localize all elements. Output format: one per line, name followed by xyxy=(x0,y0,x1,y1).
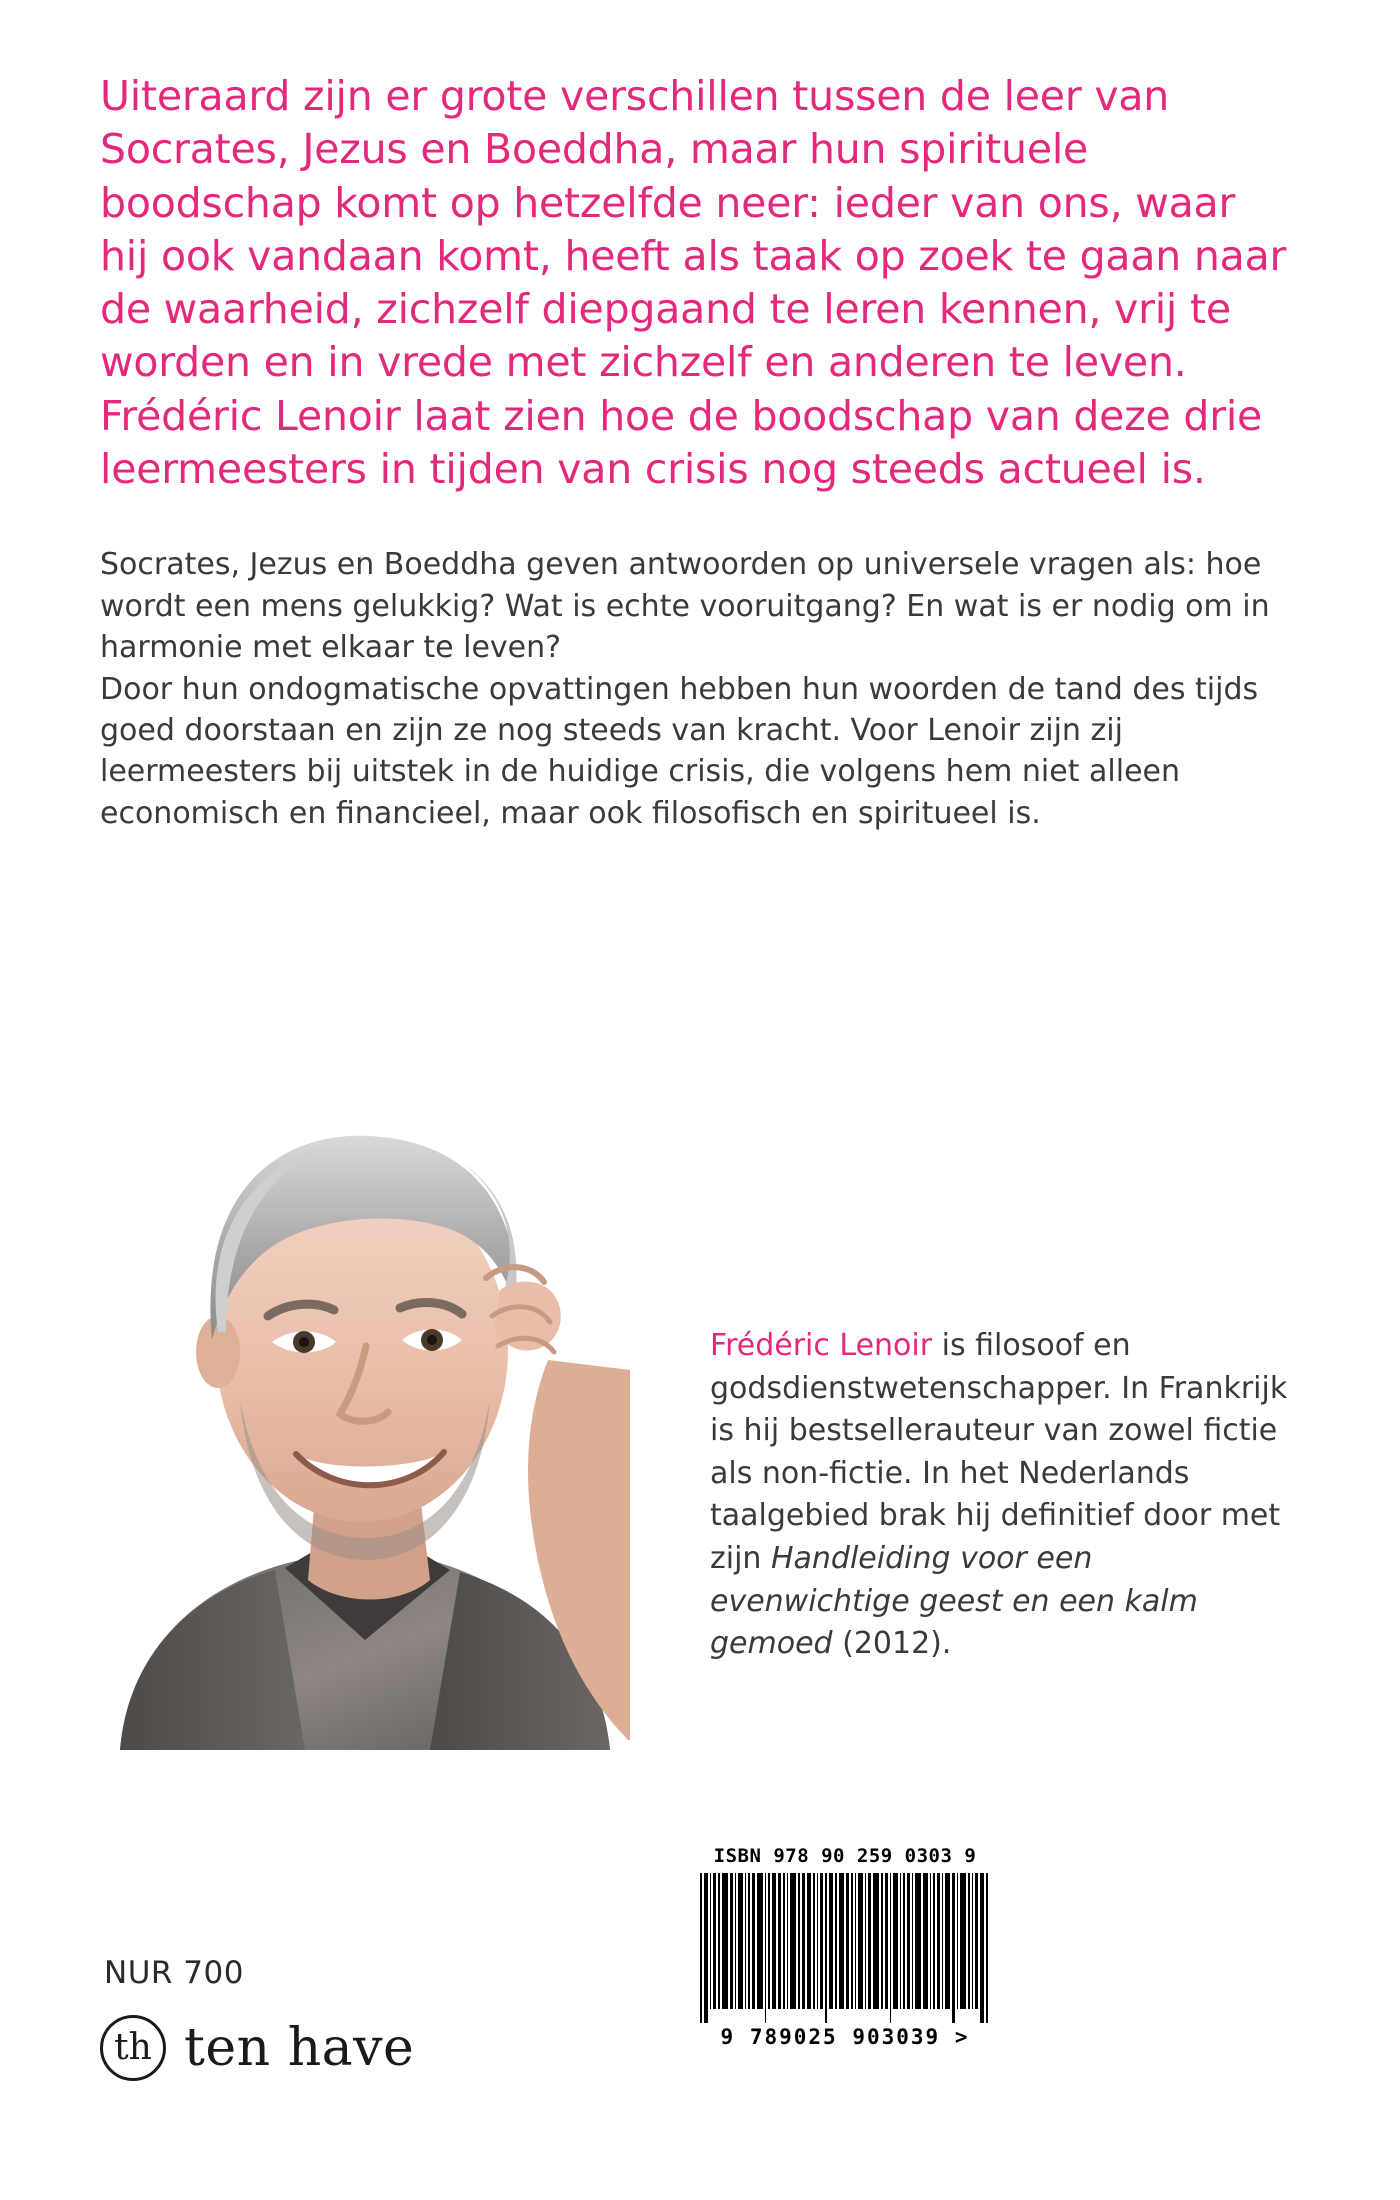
blurb-text: Uiteraard zijn er grote verschillen tussen de leer van Socrates, Jezus en Boeddha, maar hun spirituele boodschap komt op hetzelfde neer: ieder van ons, waar hij ook vandaan komt, heeft als taak op zoek te gaan naar de waarheid, zichzelf diepgaand te leren kennen, vrij te worden en in vrede met zichzelf en anderen te leven. Frédéric Lenoir laat zien hoe de boodschap van deze drie leermeesters in tijden van crisis nog steeds actueel is. xyxy=(100,72,1287,494)
barcode-digit-right: > xyxy=(954,2025,970,2049)
isbn-label: ISBN 978 90 259 0303 9 xyxy=(713,1845,977,1867)
publisher-logo xyxy=(100,2015,414,2081)
barcode-digits xyxy=(700,2025,990,2049)
barcode xyxy=(700,1845,990,2049)
author-portrait xyxy=(100,1040,630,1750)
publisher-name: ten have xyxy=(184,2018,415,2078)
nur-code: NUR 700 xyxy=(104,1955,244,1991)
author-name: Frédéric Lenoir xyxy=(710,1328,933,1363)
description-block xyxy=(100,544,1280,834)
publisher-logo-mark: th xyxy=(100,2015,166,2081)
author-bio xyxy=(710,1325,1290,1666)
barcode-digit-left: 9 xyxy=(720,2025,736,2049)
description-paragraph-1: Socrates, Jezus en Boeddha geven antwoorden op universele vragen als: hoe wordt een mens gelukkig? Wat is echte vooruitgang? En wat is er nodig om in harmonie met elkaar te leven? xyxy=(100,547,1270,666)
author-bio-part-2: (2012). xyxy=(832,1626,952,1662)
barcode-bars xyxy=(700,1873,990,2023)
author-block xyxy=(100,1040,1300,1750)
description-paragraph-2: Door hun ondogmatische opvattingen hebben hun woorden de tand des tijds goed doorstaan en zijn ze nog steeds van kracht. Voor Lenoir zijn zij leermeesters bij uitstek in de huidige crisis, die volgens hem niet alleen economisch en financieel, maar ook filosofisch en spiritueel is. xyxy=(100,671,1259,831)
author-bio-part-1: is filosoof en godsdienstwetenschapper. In Frankrijk is hij bestsellerauteur van zowel fictie als non-fictie. In het Nederlands taalgebied brak hij definitief door met zijn xyxy=(710,1328,1288,1576)
author-book-title: Handleiding voor een evenwichtige geest en een kalm gemoed xyxy=(710,1540,1198,1662)
barcode-digit-main: 789025 903039 xyxy=(749,2025,941,2049)
